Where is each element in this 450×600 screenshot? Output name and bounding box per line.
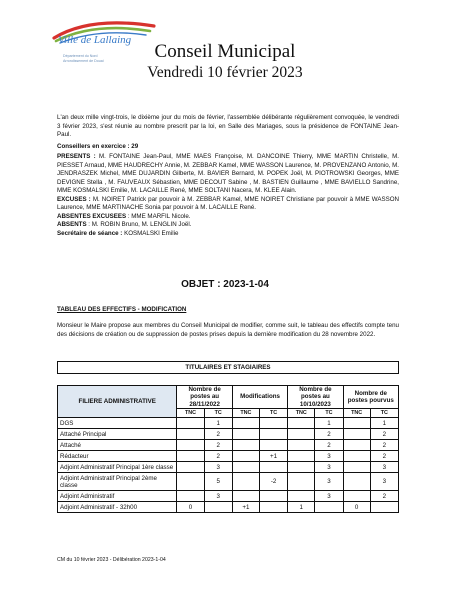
table-cell: 2 bbox=[370, 440, 398, 451]
section-title: TABLEAU DES EFFECTIFS - MODIFICATION bbox=[57, 306, 187, 313]
table-cell bbox=[343, 491, 370, 502]
table-cell: 1 bbox=[288, 502, 315, 513]
table-cell bbox=[288, 418, 315, 429]
conseillers-count: Conseillers en exercice : 29 bbox=[57, 143, 139, 150]
row-label: Adjoint Administratif Principal 2ème classe bbox=[58, 473, 177, 491]
table-cell: 3 bbox=[204, 462, 232, 473]
table-cell: 1 bbox=[204, 418, 232, 429]
sub-header: TNC bbox=[177, 409, 204, 418]
table-row bbox=[58, 418, 399, 429]
table-cell bbox=[259, 462, 287, 473]
table-row bbox=[58, 462, 399, 473]
table-cell bbox=[259, 491, 287, 502]
table-cell: 2 bbox=[315, 429, 343, 440]
table-cell bbox=[232, 473, 259, 491]
secretaire-name: KOSMALSKI Emilie bbox=[122, 229, 179, 237]
table-cell bbox=[288, 451, 315, 462]
table-cell bbox=[343, 473, 370, 491]
filiere-header: FILIERE ADMINISTRATIVE bbox=[58, 386, 177, 418]
sub-header: TC bbox=[259, 409, 287, 418]
sub-header: TC bbox=[204, 409, 232, 418]
table-row bbox=[58, 440, 399, 451]
table-cell: +1 bbox=[232, 502, 259, 513]
group-header: Nombre de postes au 10/10/2023 bbox=[288, 386, 343, 409]
table-row bbox=[58, 451, 399, 462]
row-label: DGS bbox=[58, 418, 177, 429]
table-cell bbox=[232, 462, 259, 473]
table-cell: 3 bbox=[204, 491, 232, 502]
table-cell bbox=[343, 451, 370, 462]
sub-header: TNC bbox=[343, 409, 370, 418]
secretaire-label: Secrétaire de séance : bbox=[57, 229, 123, 237]
row-label: Adjoint Administratif - 32h00 bbox=[58, 502, 177, 513]
sub-header: TC bbox=[370, 409, 398, 418]
group-header: Nombre de postes au 28/11/2022 bbox=[177, 386, 232, 409]
absents-list: : M. ROBIN Bruno, M. LENGLIN Joël. bbox=[86, 221, 192, 228]
table-cell: 2 bbox=[315, 440, 343, 451]
attendance-block bbox=[57, 153, 399, 238]
table-cell bbox=[315, 502, 343, 513]
table-row bbox=[58, 429, 399, 440]
meeting-date: Vendredi 10 février 2023 bbox=[147, 64, 303, 81]
table-cell: -2 bbox=[259, 473, 287, 491]
table-cell bbox=[204, 502, 232, 513]
sub-header: TNC bbox=[232, 409, 259, 418]
table-cell: 5 bbox=[204, 473, 232, 491]
group-header: Nombre de postes pourvus bbox=[343, 386, 398, 409]
row-label: Attaché Principal bbox=[58, 429, 177, 440]
table-cell bbox=[232, 451, 259, 462]
table-cell: 2 bbox=[370, 491, 398, 502]
table-cell bbox=[259, 418, 287, 429]
table-cell: 2 bbox=[370, 451, 398, 462]
table-cell bbox=[343, 429, 370, 440]
absentes-excusees-list: : MME MARFIL Nicole. bbox=[126, 212, 191, 220]
row-label: Adjoint Administratif Principal 1ère classe bbox=[58, 462, 177, 473]
table-cell bbox=[177, 451, 204, 462]
table-cell bbox=[232, 418, 259, 429]
table-cell: 3 bbox=[315, 451, 343, 462]
table-cell: 2 bbox=[370, 429, 398, 440]
table-row bbox=[58, 491, 399, 502]
table-cell: 2 bbox=[204, 429, 232, 440]
objet-heading: OBJET : 2023-1-04 bbox=[181, 279, 269, 290]
page-footer: CM du 10 février 2023 - Délibération 2023-1-04 bbox=[57, 557, 166, 563]
absentes-excusees-label: ABSENTES EXCUSEES bbox=[57, 212, 127, 220]
table-cell: 1 bbox=[370, 418, 398, 429]
row-label: Attaché bbox=[58, 440, 177, 451]
table-cell: 3 bbox=[315, 491, 343, 502]
maire-paragraph: Monsieur le Maire propose aux membres du Conseil Municipal de modifier, comme suit, le tableau des effectifs compte tenu des décisions de création ou de suppression de postes prises depuis la dernière modification du 28 novembre 2022. bbox=[57, 322, 399, 338]
table-cell bbox=[343, 418, 370, 429]
table-cell: 3 bbox=[370, 462, 398, 473]
table-cell: 1 bbox=[315, 418, 343, 429]
table-title: TITULAIRES ET STAGIAIRES bbox=[57, 361, 399, 374]
table-cell bbox=[259, 502, 287, 513]
table-cell bbox=[370, 502, 398, 513]
sub-header: TNC bbox=[288, 409, 315, 418]
effectifs-table bbox=[57, 385, 399, 513]
table-cell bbox=[177, 418, 204, 429]
row-label: Rédacteur bbox=[58, 451, 177, 462]
intro-paragraph: L'an deux mille vingt-trois, le dixième jour du mois de février, l'assemblée délibérante régulièrement convoquée, le vendredi 3 février 2023, s'est réunie au nombre prescrit par la loi, en Salle des Mariages, sous la présidence de FONTAINE Jean-Paul. bbox=[57, 114, 399, 138]
absents-label: ABSENTS bbox=[57, 221, 87, 228]
table-cell: 0 bbox=[343, 502, 370, 513]
table-cell: 3 bbox=[315, 462, 343, 473]
table-cell bbox=[343, 440, 370, 451]
table-cell: 2 bbox=[204, 451, 232, 462]
presents-list: M. FONTAINE Jean-Paul, MME MAES Françoise, M. DANCOINE Thierry, MME MARTIN Christelle, M. PIESSET Arnaud, MME HAUDRECHY Annie, M. ZEBBAR Kamel, MME WASSON Laurence, M. PROVENZANO Antonio, M. JENDRASZEK Michel, MME DUJARDIN Gilberte, M. BAVIER Bernard, M. POPEK Joël, M. PIOTROWSKI Georges, MME DEVIGNE Stella , M. FAUVEAUX Sébastien, MME DECOUT Sabine , M. BASTIEN Guillaume , MME BAVIELLO Sandrine, MME KOSMALSKI Emilie, M. LACAILLE René, MME SOLTANI Nacera, M. KLEE Alain. bbox=[57, 153, 399, 194]
page-title: Conseil Municipal bbox=[154, 41, 296, 62]
excuses-list: M. NOIRET Patrick par pouvoir à M. ZEBBAR Kamel, MME NOIRET Christiane par pouvoir à MME WASSON Laurence, MME MARTINACHE Sonia par pouvoir à M. LACAILLE René. bbox=[57, 195, 399, 211]
table-cell bbox=[288, 429, 315, 440]
table-cell bbox=[177, 473, 204, 491]
row-label: Adjoint Administratif bbox=[58, 491, 177, 502]
table-cell bbox=[259, 440, 287, 451]
logo-subtitle-line: Arrondissement de Douai bbox=[63, 59, 104, 63]
table-cell bbox=[288, 491, 315, 502]
table-row bbox=[58, 502, 399, 513]
logo-subtitle-line: Département du Nord bbox=[63, 54, 98, 58]
presents-label: PRESENTS : bbox=[57, 153, 96, 160]
table-cell bbox=[177, 462, 204, 473]
excuses-label: EXCUSES : bbox=[57, 195, 91, 203]
table-cell bbox=[288, 440, 315, 451]
table-cell: +1 bbox=[259, 451, 287, 462]
table-cell bbox=[232, 429, 259, 440]
table-cell bbox=[288, 473, 315, 491]
table-row bbox=[58, 473, 399, 491]
logo-town-name: Ville de Lallaing bbox=[58, 34, 132, 46]
table-cell bbox=[177, 440, 204, 451]
table-cell bbox=[177, 429, 204, 440]
table-cell: 3 bbox=[315, 473, 343, 491]
sub-header: TC bbox=[315, 409, 343, 418]
table-cell bbox=[259, 429, 287, 440]
table-cell bbox=[288, 462, 315, 473]
table-cell: 0 bbox=[177, 502, 204, 513]
table-cell bbox=[343, 462, 370, 473]
table-cell bbox=[232, 491, 259, 502]
group-header: Modifications bbox=[232, 386, 287, 409]
table-cell: 3 bbox=[370, 473, 398, 491]
table-cell bbox=[232, 440, 259, 451]
table-cell: 2 bbox=[204, 440, 232, 451]
table-cell bbox=[177, 491, 204, 502]
